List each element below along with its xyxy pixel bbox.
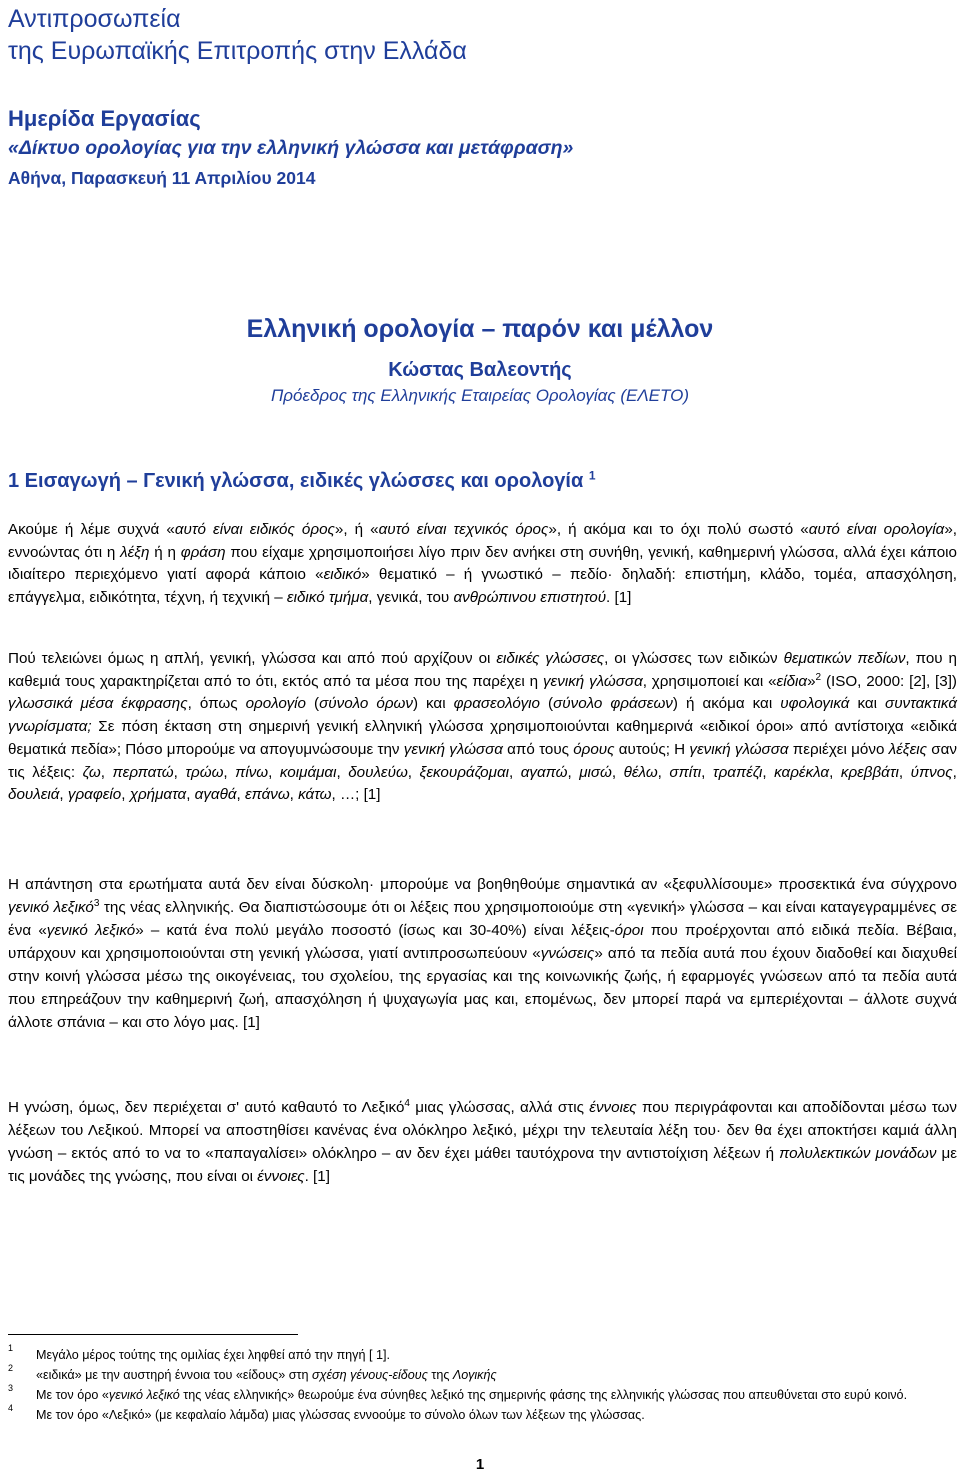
body-text: Σε πόση έκταση στη σημερινή γενική ελληνική γλώσσα χρησιμοποιούνται καθημερινά «ειδικοί όροι» από αντίστοιχα «ειδικά θεματικά πεδία»; Πόσο μπορούμε να απογυμνώσουμε την bbox=[8, 718, 957, 758]
italic-text: είδια bbox=[776, 672, 808, 690]
footnote-2 bbox=[8, 1365, 957, 1385]
italic-text: ζω bbox=[82, 763, 101, 781]
footnote-list bbox=[8, 1345, 957, 1425]
italic-text: γενικό λεξικό bbox=[108, 1388, 180, 1402]
event-subtitle: «Δίκτυο ορολογίας για την ελληνική γλώσσα και μετάφραση» bbox=[8, 137, 574, 159]
italic-text: δουλεύω bbox=[348, 763, 408, 781]
body-text: ) ή ακόμα και bbox=[672, 695, 781, 713]
body-text: της νέας ελληνικής. Θα διαπιστώσουμε ότι οι λέξεις που χρησιμοποιούμε στη «γενική» γλώσσα – και είναι καταγεγραμμένες σε ένα « bbox=[8, 899, 957, 939]
footnote-number: 1 bbox=[8, 1343, 14, 1353]
italic-text: χρήματα bbox=[129, 786, 187, 804]
italic-text: σχέση γένους-είδους bbox=[312, 1368, 428, 1382]
footnote-ref: 4 bbox=[404, 1097, 410, 1109]
body-text: Η απάντηση στα ερωτήματα αυτά δεν είναι δύσκολη· μπορούμε να βοηθηθούμε σημαντικά αν «ξεφυλλίσουμε» προσεκτικά ένα σύγχρονο bbox=[8, 876, 957, 893]
body-text: , οι γλώσσες των ειδικών bbox=[604, 650, 784, 667]
body-text: , bbox=[407, 763, 420, 781]
italic-text: αγαπώ bbox=[520, 763, 568, 781]
italic-text: αυτό είναι ειδικός όρος bbox=[174, 521, 335, 538]
body-text: , γενικά, του bbox=[368, 588, 454, 606]
italic-text: ειδικό τμήμα bbox=[286, 588, 369, 606]
body-text: », ή « bbox=[334, 521, 379, 538]
italic-text: γραφείο bbox=[67, 786, 122, 804]
italic-text: θέλω bbox=[623, 763, 658, 781]
body-text: ή η bbox=[149, 543, 181, 561]
body-text: , bbox=[567, 763, 580, 781]
italic-text: έννοιες bbox=[257, 1168, 305, 1185]
body-text: που είχαμε χρησιμοποιήσει λίγο πριν δεν ανήκει στη συνήθη, γενική, καθημερινή γλώσσα, αλλά έχει κάποιο ιδιαίτερο περιεχόμενο γιατί αφορά κάποιο « bbox=[8, 543, 957, 584]
footnote-ref: 1 bbox=[588, 468, 596, 483]
italic-text: περπατώ bbox=[112, 763, 174, 781]
body-text: » – κατά ένα πολύ μεγάλο ποσοστό (ίσως και 30-40%) είναι λέξεις- bbox=[135, 922, 615, 939]
italic-text: γνώσεις bbox=[540, 945, 595, 962]
italic-text: πολυλεκτικών μονάδων bbox=[779, 1145, 937, 1162]
italic-text: αγαθά bbox=[194, 786, 237, 804]
italic-text: Λογικής bbox=[452, 1368, 497, 1382]
italic-text: λέξεις bbox=[888, 740, 928, 758]
italic-text: αυτό είναι τεχνικός όρος bbox=[378, 521, 549, 538]
body-text: , bbox=[236, 786, 245, 804]
organization-line-1: Αντιπροσωπεία bbox=[8, 5, 181, 33]
body-text: » θεματικό – ή γνωστικό – πεδίο· δηλαδή: επιστήμη, κλάδο, τομέα, απασχόληση, επάγγελμα, ειδικότητα, τέχνη, ή τεχνική – bbox=[8, 566, 957, 606]
body-text: . [1] bbox=[606, 588, 632, 606]
body-text: , bbox=[100, 763, 113, 781]
body-text: , χρησιμοποιεί και « bbox=[642, 672, 777, 690]
body-text: , όπως bbox=[187, 695, 246, 713]
event-date: Αθήνα, Παρασκευή 11 Απριλίου 2014 bbox=[8, 168, 316, 188]
section-heading-text: 1 Εισαγωγή – Γενική γλώσσα, ειδικές γλώσσες και ορολογία bbox=[8, 470, 584, 492]
event-block bbox=[8, 104, 573, 193]
italic-text: γενική γλώσσα bbox=[403, 740, 503, 758]
body-text: , bbox=[289, 786, 299, 804]
footnote-4 bbox=[8, 1405, 957, 1425]
italic-text: τρώω bbox=[185, 763, 224, 781]
body-text: με τις μονάδες της γνώσης, που είναι οι bbox=[8, 1145, 958, 1185]
page-number: 1 bbox=[475, 1456, 485, 1473]
italic-text: πίνω bbox=[235, 763, 269, 781]
italic-text: ύπνος bbox=[910, 763, 953, 781]
body-text: , bbox=[121, 786, 130, 804]
body-text: Με τον όρο «Λεξικό» (με κεφαλαίο λάμδα) μιας γλώσσας εννοούμε το σύνολο όλων των λέξεων της γλώσσας. bbox=[36, 1408, 645, 1422]
italic-text: δουλειά bbox=[8, 786, 60, 804]
talk-author-role: Πρόεδρος της Ελληνικής Εταιρείας Ορολογίας (ΕΛΕΤΟ) bbox=[270, 386, 689, 405]
body-text: , bbox=[268, 763, 280, 781]
footnote-number: 3 bbox=[8, 1383, 14, 1393]
footnote-separator bbox=[8, 1334, 298, 1335]
body-text: Η γνώση, όμως, δεν περιέχεται σ' αυτό καθαυτό το Λεξικό bbox=[8, 1099, 405, 1116]
body-text: Με τον όρο « bbox=[36, 1388, 109, 1402]
body-text: , bbox=[611, 763, 624, 781]
italic-text: θεματικών πεδίων bbox=[783, 650, 906, 667]
italic-text: ανθρώπινου επιστητού bbox=[453, 588, 607, 606]
body-text: μιας γλώσσας, αλλά στις bbox=[409, 1099, 590, 1116]
italic-text: γενική γλώσσα bbox=[689, 740, 789, 758]
body-text: , bbox=[657, 763, 670, 781]
body-text: », εννοώντας ότι η bbox=[8, 521, 957, 561]
body-text: » από τα πεδία αυτά που έχουν διαδοθεί και διαχυθεί στην κοινή γλώσσα μέσω της οικογένειας, του σχολείου, της εργασίας και της κοινωνικής ζωής, ή εφαρμογές γνώσεων από τα πεδία αυτά που επηρεάζουν την καθημερινή ζωή, απασχόληση ή ψυχαγωγία μας και, επομένως, δεν μπορεί παρά να εμπεριέχονται – άλλοτε συχνά άλλοτε σπάνια – και στο λόγο μας. [1] bbox=[8, 945, 957, 1031]
italic-text: ειδικές γλώσσες bbox=[496, 650, 605, 667]
body-text: που προέρχονται από ειδικά πεδία. Βέβαια, υπάρχουν και χρησιμοποιούνται στη γενική γλώσσα, γιατί αντιπροσωπεύουν « bbox=[8, 922, 958, 962]
footnote-number: 2 bbox=[8, 1363, 14, 1373]
body-text: αυτούς; Η bbox=[614, 740, 690, 758]
section-heading bbox=[8, 466, 596, 496]
body-text: , bbox=[952, 763, 957, 781]
body-text: , bbox=[173, 763, 186, 781]
paragraph-1 bbox=[8, 519, 957, 609]
footnote-number: 4 bbox=[8, 1403, 14, 1413]
italic-text: έννοιες bbox=[589, 1099, 637, 1116]
italic-text: υφολογικά bbox=[780, 695, 850, 713]
italic-text: καρέκλα bbox=[774, 763, 830, 781]
italic-text: φρασεολόγιο bbox=[453, 695, 541, 713]
italic-text: σύνολο όρων bbox=[319, 695, 413, 713]
italic-text: τραπέζι bbox=[712, 763, 763, 781]
body-text: «ειδικά» με την αυστηρή έννοια του «είδους» στη bbox=[36, 1368, 312, 1382]
italic-text: μισώ bbox=[579, 763, 612, 781]
italic-text: γενικό λεξικό bbox=[8, 899, 94, 916]
body-text: Ακούμε ή λέμε συχνά « bbox=[8, 521, 175, 538]
body-text: (ISO, 2000: [2], [3]) bbox=[821, 672, 957, 690]
italic-text: σπίτι bbox=[669, 763, 702, 781]
italic-text: ορολογίο bbox=[245, 695, 307, 713]
body-text: Πού τελειώνει όμως η απλή, γενική, γλώσσα και από πού αρχίζουν οι bbox=[8, 650, 497, 667]
italic-text: συντακτικά γνωρίσματα; bbox=[8, 695, 957, 736]
body-text: . [1] bbox=[304, 1168, 330, 1185]
body-text: της bbox=[427, 1368, 453, 1382]
body-text: ) και bbox=[412, 695, 454, 713]
body-text: » bbox=[807, 672, 816, 690]
italic-text: λέξη bbox=[120, 543, 150, 561]
italic-text: κοιμάμαι bbox=[279, 763, 337, 781]
body-text: , bbox=[336, 763, 349, 781]
italic-text: ειδικό bbox=[323, 566, 362, 584]
italic-text: όροι bbox=[614, 922, 644, 939]
italic-text: γενική γλώσσα bbox=[542, 672, 643, 690]
body-text: σαν τις λέξεις: bbox=[8, 740, 957, 781]
italic-text: όρους bbox=[573, 740, 615, 758]
body-text: από τους bbox=[502, 740, 574, 758]
body-text: περιέχει μόνο bbox=[788, 740, 889, 758]
body-text: , bbox=[508, 763, 521, 781]
italic-text: αυτό είναι ορολογία bbox=[808, 521, 945, 538]
footnote-ref: 2 bbox=[815, 671, 822, 683]
body-text: », ή ακόμα και το όχι πολύ σωστό « bbox=[548, 521, 809, 538]
italic-text: σύνολο φράσεων bbox=[553, 695, 673, 713]
organization-name bbox=[8, 3, 467, 67]
body-text: και bbox=[849, 695, 886, 713]
paragraph-2 bbox=[8, 648, 957, 807]
body-text: , που η καθεμιά τους χαρακτηρίζεται από το ότι, εκτός από τα μέσα που της παρέχει η bbox=[8, 650, 957, 690]
body-text: , …; [1] bbox=[331, 786, 381, 804]
body-text: ( bbox=[540, 695, 554, 713]
body-text: , bbox=[223, 763, 236, 781]
italic-text: επάνω bbox=[244, 786, 290, 804]
italic-text: κάτω bbox=[298, 786, 332, 804]
body-text: , bbox=[701, 763, 713, 781]
event-title: Ημερίδα Εργασίας bbox=[8, 106, 201, 131]
body-text: που περιγράφονται και αποδίδονται μέσω των λέξεων του Λεξικού. Μπορεί να αποστηθίσει κανένας ένα ολόκληρο λεξικό, μέχρι την τελευταία λέξη του· δεν θα έχει αποκτήσει καμιά άλλη γνώση – εκτός από το να το «παπαγαλίσει» ολόκληρο – αν δεν έχει μάθει ταυτόχρονα την αντιστοίχιση λέξεων ή bbox=[8, 1099, 957, 1162]
body-text: της νέας ελληνικής» θεωρούμε ένα σύνηθες λεξικό της σημερινής φάσης της ελληνικής γλώσσας που απευθύνεται στο ευρύ κοινό. bbox=[179, 1388, 908, 1402]
body-text: ( bbox=[306, 695, 320, 713]
body-text: , bbox=[898, 763, 911, 781]
italic-text: γλωσσικά μέσα έκφρασης bbox=[8, 695, 188, 713]
body-text: , bbox=[186, 786, 195, 804]
body-text: , bbox=[59, 786, 68, 804]
footnote-1 bbox=[8, 1345, 957, 1365]
italic-text: φράση bbox=[180, 543, 226, 561]
body-text: Μεγάλο μέρος τούτης της ομιλίας έχει ληφθεί από την πηγή [ 1]. bbox=[36, 1348, 390, 1362]
footnote-3 bbox=[8, 1385, 957, 1405]
italic-text: γενικό λεξικό bbox=[46, 922, 136, 939]
italic-text: ξεκουράζομαι bbox=[419, 763, 509, 781]
italic-text: κρεββάτι bbox=[840, 763, 899, 781]
paragraph-4 bbox=[8, 1096, 957, 1188]
body-text: , bbox=[829, 763, 841, 781]
organization-line-2: της Ευρωπαϊκής Επιτροπής στην Ελλάδα bbox=[8, 37, 467, 65]
body-text: , bbox=[762, 763, 775, 781]
paragraph-3 bbox=[8, 873, 957, 1034]
talk-author: Κώστας Βαλεοντής bbox=[388, 359, 572, 381]
talk-title: Ελληνική ορολογία – παρόν και μέλλον bbox=[246, 315, 714, 343]
footnote-ref: 3 bbox=[93, 897, 100, 909]
